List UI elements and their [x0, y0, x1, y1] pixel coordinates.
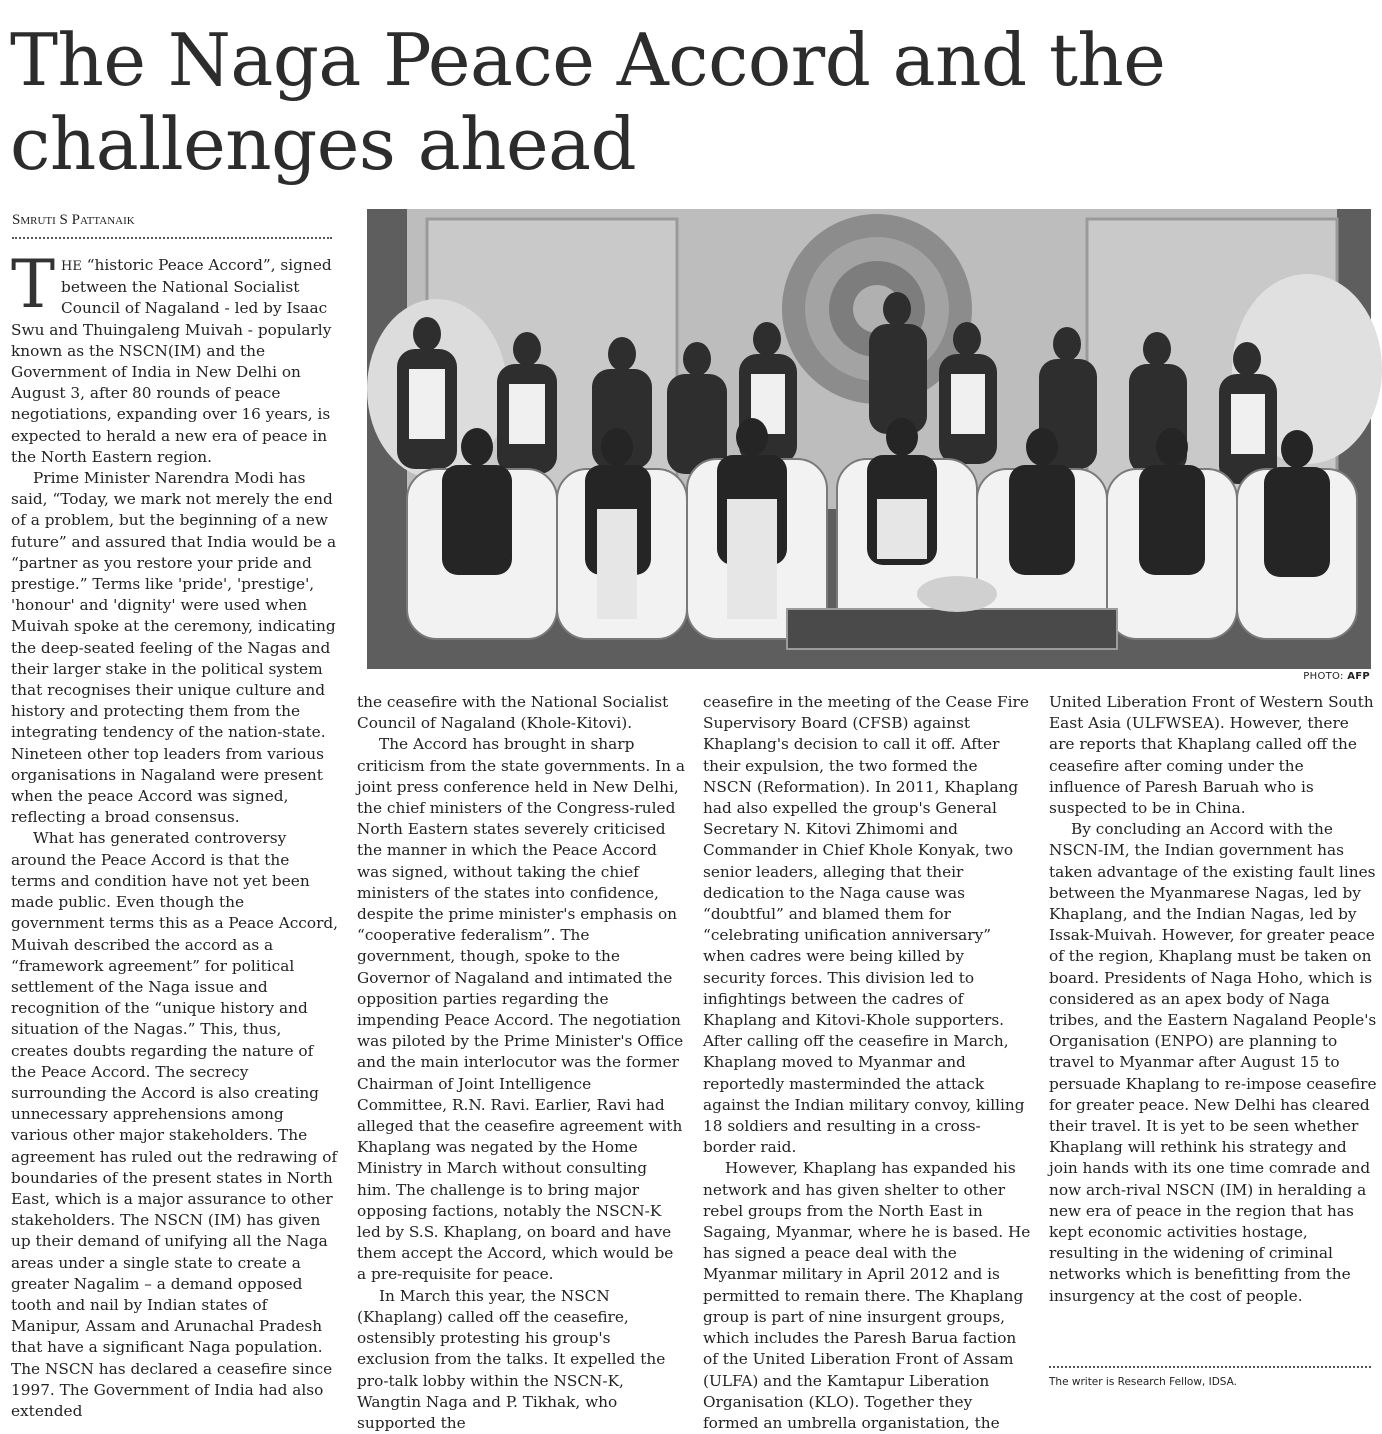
drop-cap: T — [11, 246, 56, 323]
paragraph: United Liberation Front of Western South East Asia (ULFWSEA). However, there are reports that Khaplang called off the ceasefire after coming under the influence of Paresh Baruah who is suspected to be in China. — [1049, 693, 1374, 818]
article-column-1 — [11, 246, 339, 1420]
group-photo-illustration — [367, 209, 1371, 669]
photo-credit-source: AFP — [1347, 671, 1370, 682]
paragraph — [11, 246, 339, 468]
paragraph-text: “historic Peace Accord”, signed between the National Socialist Council of Nagaland - led by Isaac Swu and Thuingaleng Muivah - popularly known as the NSCN(IM) and the Government of India in New Delhi on August 3, after 80 rounds of peace negotiations, expanding over 16 years, is expected to herald a new era of peace in the North Eastern region. — [11, 256, 332, 466]
article-column-2 — [357, 692, 686, 1432]
paragraph: The Accord has brought in sharp criticism from the state governments. In a joint press conference held in New Delhi, the chief ministers of the Congress-ruled North Eastern states severely criticised the manner in which the Peace Accord was signed, without taking the chief ministers of the states into confidence, despite the prime minister's emphasis on “cooperative federalism”. The government, though, spoke to the Governor of Nagaland and intimated the opposition parties regarding the impending Peace Accord. The negotiation was piloted by the Prime Minister's Office and the main interlocutor was the former Chairman of Joint Intelligence Committee, R.N. Ravi. Earlier, Ravi had alleged that the ceasefire agreement with Khaplang was negated by the Home Ministry in March without consulting him. The challenge is to bring major opposing factions, notably the NSCN-K led by S.S. Khaplang, on board and have them accept the Accord, which would be a pre-requisite for peace. — [357, 735, 686, 1284]
group-photo — [367, 209, 1371, 669]
article-headline: The Naga Peace Accord and the challenges ahead — [10, 18, 1166, 186]
article-column-4 — [1049, 692, 1377, 1357]
paragraph: However, Khaplang has expanded his network and has given shelter to other rebel groups from the North East in Sagaing, Myanmar, where he is based. He has signed a peace deal with the Myanmar military in April 2012 and is permitted to remain there. The Khaplang group is part of nine insurgent groups, which includes the Paresh Barua faction of the United Liberation Front of Assam (ULFA) and the Kamtapur Liberation Organisation (KLO). Together they formed an umbrella organistation, the — [703, 1159, 1031, 1432]
author-footnote: The writer is Research Fellow, IDSA. — [1049, 1366, 1371, 1388]
paragraph: What has generated controversy around the Peace Accord is that the terms and condition have not yet been made public. Even though the government terms this as a Peace Accord, Muivah described the accord as a “framework agreement” for political settlement of the Naga issue and recognition of the “unique history and situation of the Nagas.” This, thus, creates doubts regarding the nature of the Peace Accord. The secrecy surrounding the Accord is also creating unnecessary apprehensions among various other major stakeholders. The agreement has ruled out the redrawing of boundaries of the present states in North East, which is a major assurance to other stakeholders. The NSCN (IM) has given up their demand of unifying all the Naga areas under a single state to create a greater Nagalim – a demand opposed tooth and nail by Indian states of Manipur, Assam and Arunachal Pradesh that have a significant Naga population. The NSCN has declared a ceasefire since 1997. The Government of India had also extended — [11, 829, 339, 1420]
paragraph: In March this year, the NSCN (Khaplang) called off the ceasefire, ostensibly protesting his group's exclusion from the talks. It expelled the pro-talk lobby within the NSCN-K, Wangtin Naga and P. Tikhak, who supported the — [357, 1286, 666, 1432]
paragraph: Prime Minister Narendra Modi has said, “Today, we mark not merely the end of a problem, but the beginning of a new future” and assured that India would be a “partner as you restore your pride and prestige.” Terms like 'pride', 'prestige', 'honour' and 'dignity' were used when Muivah spoke at the ceremony, indicating the deep-seated feeling of the Nagas and their larger stake in the political system that recognises their unique culture and history and protecting them from the integrating tendency of the nation-state. Nineteen other top leaders from various organisations in Nagaland were present when the peace Accord was signed, reflecting a broad consensus. — [11, 469, 337, 827]
paragraph: the ceasefire with the National Socialist Council of Nagaland (Khole-Kitovi). — [357, 693, 669, 733]
paragraph: ceasefire in the meeting of the Cease Fire Supervisory Board (CFSB) against Khaplang's decision to call it off. After their expulsion, the two formed the NSCN (Reformation). In 2011, Khaplang had also expelled the group's General Secretary N. Kitovi Zhimomi and Commander in Chief Khole Konyak, two senior leaders, alleging that their dedication to the Naga cause was “doubtful” and blamed them for “celebrating unification anniversary” when cadres were being killed by security forces. This division led to infightings between the cadres of Khaplang and Kitovi-Khole supporters. After calling off the ceasefire in March, Khaplang moved to Myanmar and reportedly masterminded the attack against the Indian military convoy, killing 18 soldiers and resulting in a cross-border raid. — [703, 693, 1029, 1157]
article-column-3 — [703, 692, 1031, 1432]
paragraph: By concluding an Accord with the NSCN-IM, the Indian government has taken advantage of the existing fault lines between the Myanmarese Nagas, led by Khaplang, and the Indian Nagas, led by Issak-Muivah. However, for greater peace of the region, Khaplang must be taken on board. Presidents of Naga Hoho, which is considered as an apex body of Naga tribes, and the Eastern Nagaland People's Organisation (ENPO) are planning to travel to Myanmar after August 15 to persuade Khaplang to re-impose ceasefire for greater peace. New Delhi has cleared their travel. It is yet to be seen whether Khaplang will rethink his strategy and join hands with its one time comrade and now arch-rival NSCN (IM) in heralding a new era of peace in the region that has kept economic activities hostage, resulting in the widening of criminal networks which is benefitting from the insurgency at the cost of people. — [1049, 820, 1377, 1305]
photo-credit — [1200, 671, 1370, 682]
byline: Smruti S Pattanaik — [12, 212, 332, 239]
lead-in: HE — [61, 259, 82, 274]
photo-credit-label: PHOTO: — [1303, 671, 1344, 682]
